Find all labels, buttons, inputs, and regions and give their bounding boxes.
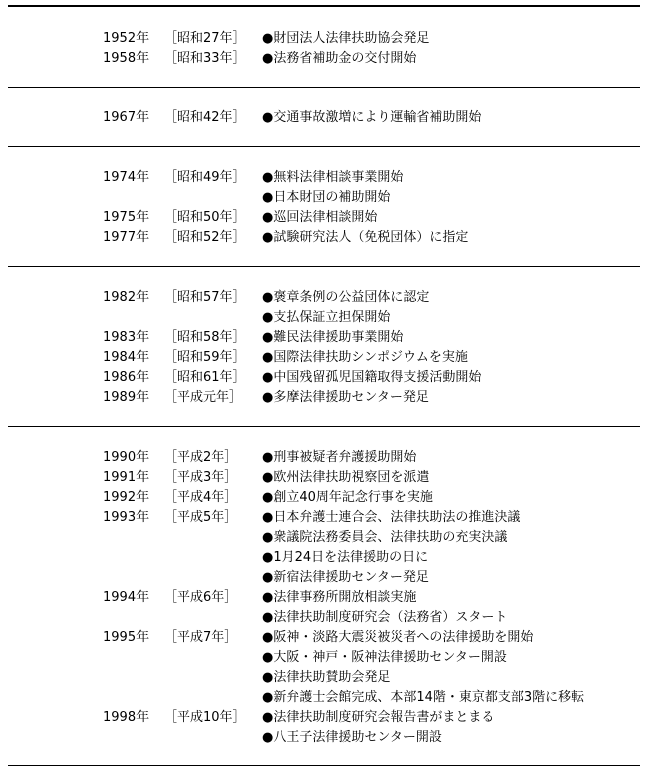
timeline-event: ●巡回法律相談開始 [262, 210, 378, 225]
timeline-event: ●欧州法律扶助視察団を派遣 [262, 470, 430, 485]
section-divider [8, 426, 640, 427]
timeline-event: ●国際法律扶助シンポジウムを実施 [262, 350, 468, 365]
section-divider [8, 87, 640, 88]
timeline-event: ●中国残留孤児国籍取得支援活動開始 [262, 370, 482, 385]
timeline-year: 1958年 [103, 51, 150, 66]
timeline-year: 1990年 [103, 450, 150, 465]
timeline-year: 1974年 [103, 170, 150, 185]
timeline-era: ［昭和50年］ [164, 210, 246, 225]
timeline-era: ［昭和52年］ [164, 230, 246, 245]
timeline-event: ●法律事務所開放相談実施 [262, 590, 417, 605]
timeline-event: ●試験研究法人（免税団体）に指定 [262, 230, 469, 245]
timeline-event: ●1月24日を法律援助の日に [262, 550, 429, 565]
timeline-event: ●刑事被疑者弁護援助開始 [262, 450, 417, 465]
timeline-era: ［昭和57年］ [164, 290, 246, 305]
timeline-era: ［平成4年］ [164, 490, 238, 505]
timeline-era: ［平成10年］ [164, 710, 246, 725]
timeline-event: ●法務省補助金の交付開始 [262, 51, 417, 66]
timeline-year: 1993年 [103, 510, 150, 525]
timeline-era: ［昭和27年］ [164, 31, 246, 46]
timeline-event: ●日本弁護士連合会、法律扶助法の推進決議 [262, 510, 521, 525]
timeline-era: ［昭和59年］ [164, 350, 246, 365]
timeline-year: 1994年 [103, 590, 150, 605]
timeline-event: ●衆議院法務委員会、法律扶助の充実決議 [262, 530, 508, 545]
section-divider [8, 146, 640, 147]
timeline-era: ［昭和49年］ [164, 170, 246, 185]
timeline-event: ●八王子法律援助センター開設 [262, 730, 442, 745]
timeline-year: 1991年 [103, 470, 150, 485]
timeline-year: 1983年 [103, 330, 150, 345]
timeline-year: 1975年 [103, 210, 150, 225]
timeline-era: ［昭和58年］ [164, 330, 246, 345]
timeline-era: ［平成3年］ [164, 470, 238, 485]
timeline-year: 1995年 [103, 630, 150, 645]
timeline-year: 1998年 [103, 710, 150, 725]
timeline-event: ●法律扶助制度研究会報告書がまとまる [262, 710, 495, 725]
timeline-era: ［平成2年］ [164, 450, 238, 465]
section-divider [8, 266, 640, 267]
timeline-era: ［昭和42年］ [164, 110, 246, 125]
timeline-era: ［平成7年］ [164, 630, 238, 645]
timeline-era: ［昭和61年］ [164, 370, 246, 385]
section-divider [8, 5, 640, 7]
timeline-event: ●支払保証立担保開始 [262, 310, 391, 325]
timeline-year: 1984年 [103, 350, 150, 365]
timeline-era: ［平成5年］ [164, 510, 238, 525]
timeline-event: ●難民法律援助事業開始 [262, 330, 404, 345]
timeline-year: 1986年 [103, 370, 150, 385]
timeline-year: 1977年 [103, 230, 150, 245]
timeline-event: ●大阪・神戸・阪神法律援助センター開設 [262, 650, 507, 665]
timeline-event: ●財団法人法律扶助協会発足 [262, 31, 430, 46]
timeline-era: ［昭和33年］ [164, 51, 246, 66]
timeline-event: ●法律扶助賛助会発足 [262, 670, 391, 685]
timeline-event: ●新宿法律援助センター発足 [262, 570, 429, 585]
timeline-era: ［平成元年］ [164, 390, 243, 405]
timeline-year: 1967年 [103, 110, 150, 125]
timeline-event: ●無料法律相談事業開始 [262, 170, 404, 185]
timeline-event: ●日本財団の補助開始 [262, 190, 391, 205]
timeline-event: ●法律扶助制度研究会（法務省）スタート [262, 610, 508, 625]
section-divider [8, 765, 640, 766]
timeline-event: ●褒章条例の公益団体に認定 [262, 290, 430, 305]
timeline-event: ●阪神・淡路大震災被災者への法律援助を開始 [262, 630, 534, 645]
timeline-event: ●交通事故激増により運輸省補助開始 [262, 110, 482, 125]
timeline-year: 1952年 [103, 31, 150, 46]
timeline-year: 1992年 [103, 490, 150, 505]
timeline-era: ［平成6年］ [164, 590, 238, 605]
timeline-event: ●創立40周年記念行事を実施 [262, 490, 433, 505]
timeline-event: ●多摩法律援助センター発足 [262, 390, 429, 405]
timeline-event: ●新弁護士会館完成、本部14階・東京都支部3階に移転 [262, 690, 585, 705]
timeline-year: 1989年 [103, 390, 150, 405]
timeline-year: 1982年 [103, 290, 150, 305]
